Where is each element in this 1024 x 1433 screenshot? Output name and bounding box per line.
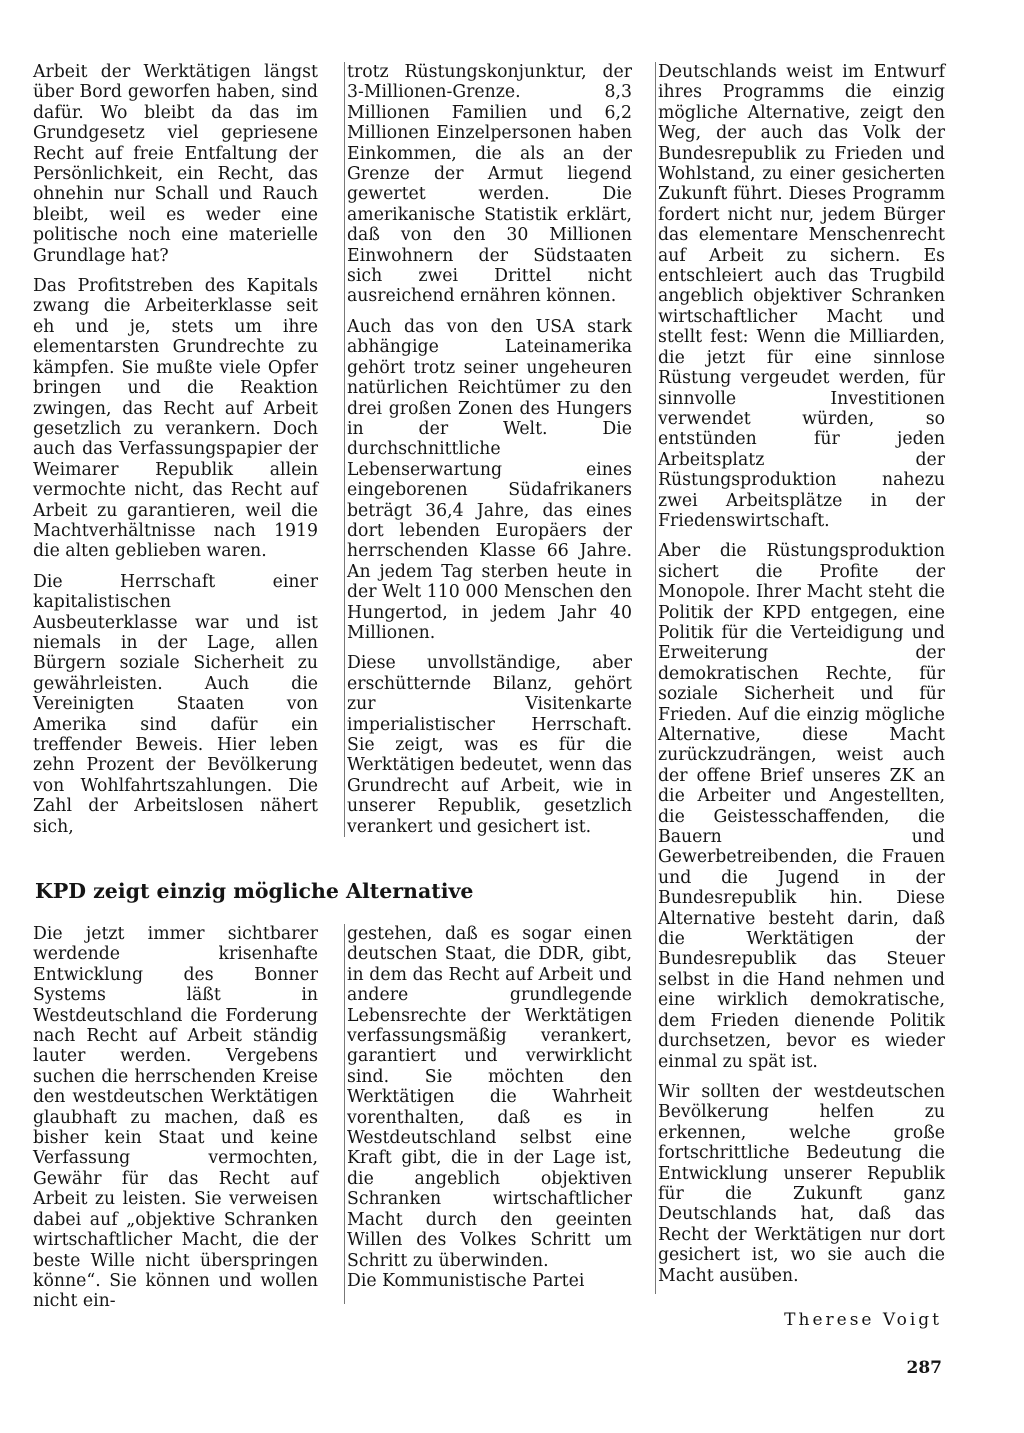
section-heading: KPD zeigt einzig mögliche Alternative: [35, 879, 474, 903]
author-signature: Therese Voigt: [784, 1310, 942, 1330]
paragraph: Diese unvollständige, aber erschütternde Bilanz, gehört zur Visitenkarte imperialistischer Herrschaft. Sie zeigt, was es für die Werktätigen bedeutet, wenn das Grundrecht auf Arbeit, wie in unserer Republik, gesetzlich verankert und gesichert ist.: [347, 653, 632, 837]
paragraph: trotz Rüstungskonjunktur, der 3-Millionen-Grenze. 8,3 Millionen Familien und 6,2 Millionen Einzelpersonen haben Einkommen, die als an der Grenze der Armut liegend gewertet werden. Die amerikanische Statistik erklärt, daß von den 30 Millionen Einwohnern der Südstaaten sich zwei Drittel nicht ausreichend ernähren können.: [347, 62, 632, 307]
column-1: [33, 62, 318, 837]
paragraph: Die jetzt immer sichtbarer werdende krisenhafte Entwicklung des Bonner Systems läßt in Westdeutschland die Forderung nach Recht auf Arbeit ständig lauter werden. Vergebens suchen die herrschenden Kreise den westdeutschen Werktätigen glaubhaft zu machen, daß es bisher kein Staat und keine Verfassung vermochten, Gewähr für das Recht auf Arbeit zu leisten. Sie verweisen dabei auf „objektive Schranken wirtschaftlicher Macht, die der beste Wille nicht überspringen könne“. Sie können und wollen nicht ein-: [33, 924, 318, 1312]
column-3: [655, 62, 945, 1294]
column-2: [344, 62, 632, 837]
page-number: 287: [906, 1358, 942, 1378]
paragraph: Auch das von den USA stark abhängige Lateinamerika gehört trotz seiner ungeheuren natürlichen Reichtümer zu den drei großen Zonen des Hungers in der Welt. Die durchschnittliche Lebenserwartung eines eingeborenen Südafrikaners beträgt 36,4 Jahre, das eines dort lebenden Europäers der herrschenden Klasse 66 Jahre. An jedem Tag sterben heute in der Welt 110 000 Menschen den Hungertod, in jedem Jahr 40 Millionen.: [347, 316, 632, 643]
paragraph: Das Profitstreben des Kapitals zwang die Arbeiterklasse seit eh und je, stets um ihre elementarsten Grundrechte zu kämpfen. Sie mußte viele Opfer bringen und die Reaktion zwingen, das Recht auf Arbeit gesetzlich zu verankern. Doch auch das Verfassungspapier der Weimarer Republik allein vermochte nicht, das Recht auf Arbeit zu garantieren, weil die Machtverhältnisse nach 1919 die alten geblieben waren.: [33, 276, 318, 562]
paragraph: Deutschlands weist im Entwurf ihres Programms die einzig mögliche Alternative, zeigt den Weg, der auch das Volk der Bundesrepublik zu Frieden und Wohlstand, zu einer gesicherten Zukunft führt. Dieses Programm fordert nicht nur, jedem Bürger das elementare Menschenrecht auf Arbeit zu sichern. Es entschleiert auch das Trugbild angeblich objektiver Schranken wirtschaftlicher Macht und stellt fest: Wenn die Milliarden, die jetzt für eine sinnlose Rüstung vergeudet werden, für sinnvolle Investitionen verwendet würden, so entstünden für jeden Arbeitsplatz der Rüstungsproduktion nahezu zwei Arbeitsplätze in der Friedenswirtschaft.: [658, 62, 945, 531]
paragraph: Die Kommunistische Partei: [347, 1270, 585, 1291]
column-5: [344, 924, 632, 1304]
paragraph: Die Herrschaft einer kapitalistischen Ausbeuterklasse war und ist niemals in der Lage, allen Bürgern soziale Sicherheit zu gewährleisten. Auch die Vereinigten Staaten von Amerika sind dafür ein treffender Beweis. Hier leben zehn Prozent der Bevölkerung von Wohlfahrtszahlungen. Die Zahl der Arbeitslosen nähert sich,: [33, 571, 318, 837]
paragraph: Arbeit der Werktätigen längst über Bord geworfen haben, sind dafür. Wo bleibt da das im Grundgesetz viel gepriesene Recht auf freie Entfaltung der Persönlichkeit, ein Recht, das ohnehin nur Schall und Rauch bleibt, weil es weder eine politische noch eine materielle Grundlage hat?: [33, 62, 318, 266]
column-4: [33, 924, 318, 1312]
paragraph: Wir sollten der westdeutschen Bevölkerung helfen zu erkennen, welche große fortschrittliche Bedeutung die Entwicklung unserer Republik für die Zukunft ganz Deutschlands hat, daß das Recht der Werktätigen nur dort gesichert ist, wo sie auch die Macht ausüben.: [658, 1081, 945, 1286]
paragraph: gestehen, daß es sogar einen deutschen Staat, die DDR, gibt, in dem das Recht auf Arbeit und andere grundlegende Lebensrechte der Werktätigen verfassungsmäßig verankert, garantiert und verwirklicht sind. Sie möchten den Werktätigen die Wahrheit vorenthalten, daß es in Westdeutschland selbst eine Kraft gibt, die in der Lage ist, die angeblich objektiven Schranken wirtschaftlicher Macht durch den geeinten Willen des Volkes Schritt um Schritt zu überwinden.: [347, 924, 632, 1271]
paragraph: Aber die Rüstungsproduktion sichert die Profite der Monopole. Ihrer Macht steht die Politik der KPD entgegen, eine Politik für die Verteidigung und Erweiterung der demokratischen Rechte, für soziale Sicherheit und für Frieden. Auf die einzig mögliche Alternative, diese Macht zurückzudrängen, weist auch der offene Brief unseres ZK an die Arbeiter und Angestellten, die Geistesschaffenden, die Bauern und Gewerbetreibenden, die Frauen und die Jugend in der Bundesrepublik hin. Diese Alternative besteht darin, daß die Werktätigen der Bundesrepublik das Steuer selbst in die Hand nehmen und eine wirklich demokratische, dem Frieden dienende Politik durchsetzen, bevor es wieder einmal zu spät ist.: [658, 541, 945, 1072]
